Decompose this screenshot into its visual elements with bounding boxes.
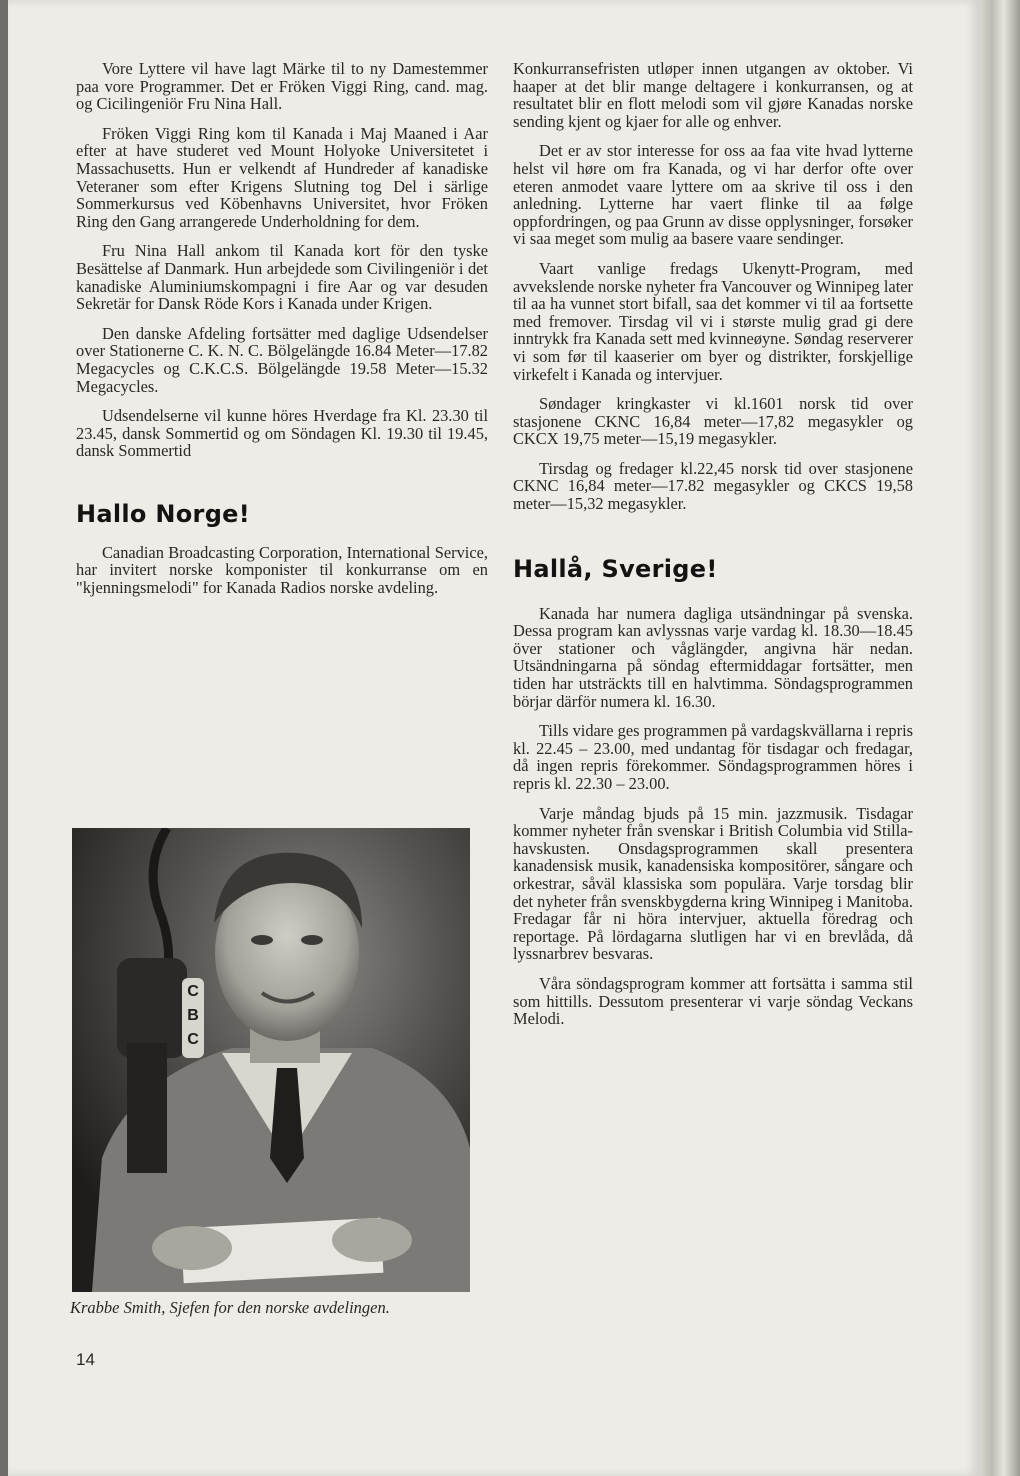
danish-paragraph-4: Den danske Afdeling fortsätter med daglige Udsendelser over Stationerne C. K. N. C. Bölgelängde 16.84 Meter—17.82 Megacycles og C.K.C.S. Bölgelängde 19.58 Meter—15.32 Megacycles. (76, 323, 488, 396)
portrait-illustration (72, 828, 470, 1292)
swedish-paragraph-2: Tills vidare ges programmen på vardagskvällarna i repris kl. 22.45 – 23.00, med undantag för tisdagar och fredagar, då ingen repris förekommer. Söndagsprogrammen höres i repris kl. 22.30 – 23.00. (513, 721, 913, 793)
swedish-paragraph-3: Varje måndag bjuds på 15 min. jazzmusik. Tisdagar kommer nyheter från svenskar i British Columbia vid Stilla-havskusten. Onsdagsprogrammen skall presentera kanadensisk musik, kanadensiska kompositörer, sångare och orkestrar, såväl klassiska som populära. Varje torsdag blir det nyheter från svenskbygderna kring Winnipeg i Manitoba. Fredagar får ni höra intervjuer, aktuella föredrag och reportage. På lördagarna slutligen har vi en brevlåda, då lyssnarbrev besvaras. (513, 803, 913, 964)
norwegian-paragraph-3: Vaart vanlige fredags Ukenytt-Program, med avvekslende norske nyheter fra Vancouver og Winnipeg later til aa ha vunnet stort bifall, saa det kommer vi til aa fortsette med fremover. Tirsdag vil vi i største mulig grad gi dere inntrykk fra Kanada sett med kvinneøyne. Søndag reserverer vi som før til kaaserier om byer og distrikter, forskjellige virkefelt i Kanada og intervjuer. (513, 258, 913, 384)
swedish-paragraph-4: Våra söndagsprogram kommer att fortsätta i samma stil som hittills. Dessutom presenterar vi varje söndag Veckans Melodi. (513, 973, 913, 1029)
norwegian-paragraph-5: Tirsdag og fredager kl.22,45 norsk tid over stasjonene CKNC 16,84 meter—17.82 megasykler og CKCS 19,58 meter—15,32 megasykler. (513, 458, 913, 514)
right-column (513, 60, 913, 1040)
norwegian-paragraph-4: Søndager kringkaster vi kl.1601 norsk tid over stasjonene CKNC 16,84 meter—17,82 megasykler og CKCX 19,75 meter—15,19 megasykler. (513, 394, 913, 449)
left-column (76, 60, 488, 609)
next-page-edge (980, 0, 1020, 1476)
danish-paragraph-5: Udsendelserne vil kunne höres Hverdage fra Kl. 23.30 til 23.45, dansk Sommertid og om Söndagen Kl. 19.30 til 19.45, dansk Sommertid (76, 406, 488, 461)
magazine-page (8, 0, 980, 1476)
page-number: 14 (76, 1350, 95, 1369)
photo-caption: Krabbe Smith, Sjefen for den norske avdelingen. (70, 1298, 390, 1317)
norwegian-paragraph-2: Det er av stor interesse for oss aa faa vite hvad lytterne helst vil høre om fra Kanada, og vi har derfor ofte over eteren anmodet vaare lyttere om aa skrive til oss i den anledning. Lytterne har vaert flinke til aa følge oppfordringen, og paa Grunn av disse opplysninger, forsøker vi saa meget som mulig aa basere vaare sendinger. (513, 141, 913, 249)
norway-heading: Hallo Norge! (76, 499, 250, 528)
norwegian-paragraph-1: Konkurransefristen utløper innen utgangen av oktober. Vi haaper at det blir mange deltagere i konkurransen, og at resultatet blir en flott melodi som vil gjøre Kanadas norske sending kjent og kjaer for alle og enhver. (513, 59, 913, 131)
cbc-badge: CBC (187, 983, 199, 1048)
danish-paragraph-1: Vore Lyttere vil have lagt Märke til to ny Damestemmer paa vore Programmer. Det er Fröken Viggi Ring, cand. mag. og Cicilingeniör Fru Nina Hall. (76, 59, 488, 114)
krabbe-smith-photo (72, 828, 470, 1292)
norway-intro-paragraph: Canadian Broadcasting Corporation, International Service, har invitert norske komponister til konkurranse om en "kjenningsmelodi" for Kanada Radios norske avdeling. (76, 542, 488, 598)
swedish-paragraph-1: Kanada har numera dagliga utsändningar på svenska. Dessa program kan avlyssnas varje vardag kl. 18.30—18.45 över stationer och våglängder, angivna här nedan. Utsändningarna på söndag eftermiddagar fortsätter, men tiden har utsträckts till en halvtimma. Söndagsprogrammen börjar därför numera kl. 16.30. (513, 603, 913, 711)
danish-paragraph-3: Fru Nina Hall ankom til Kanada kort för den tyske Besättelse af Danmark. Hun arbejdede som Civilingeniör i det kanadiske Aluminiumskompagni i fire Aar og var desuden Sekretär for Dansk Röde Kors i Kanada under Krigen. (76, 241, 488, 314)
danish-paragraph-2: Fröken Viggi Ring kom til Kanada i Maj Maaned i Aar efter at have studeret ved Mount Holyoke Universitetet i Massachusetts. Hun er velkendt af Hundreder af kanadiske Veteraner som efter Krigens Slutning tog Del i särlige Sommerkursus ved Köbenhavns Universitet, hvor Fröken Ring den Gang arrangerede Underholdning for dem. (76, 123, 488, 231)
sweden-heading: Hallå, Sverige! (513, 554, 718, 583)
